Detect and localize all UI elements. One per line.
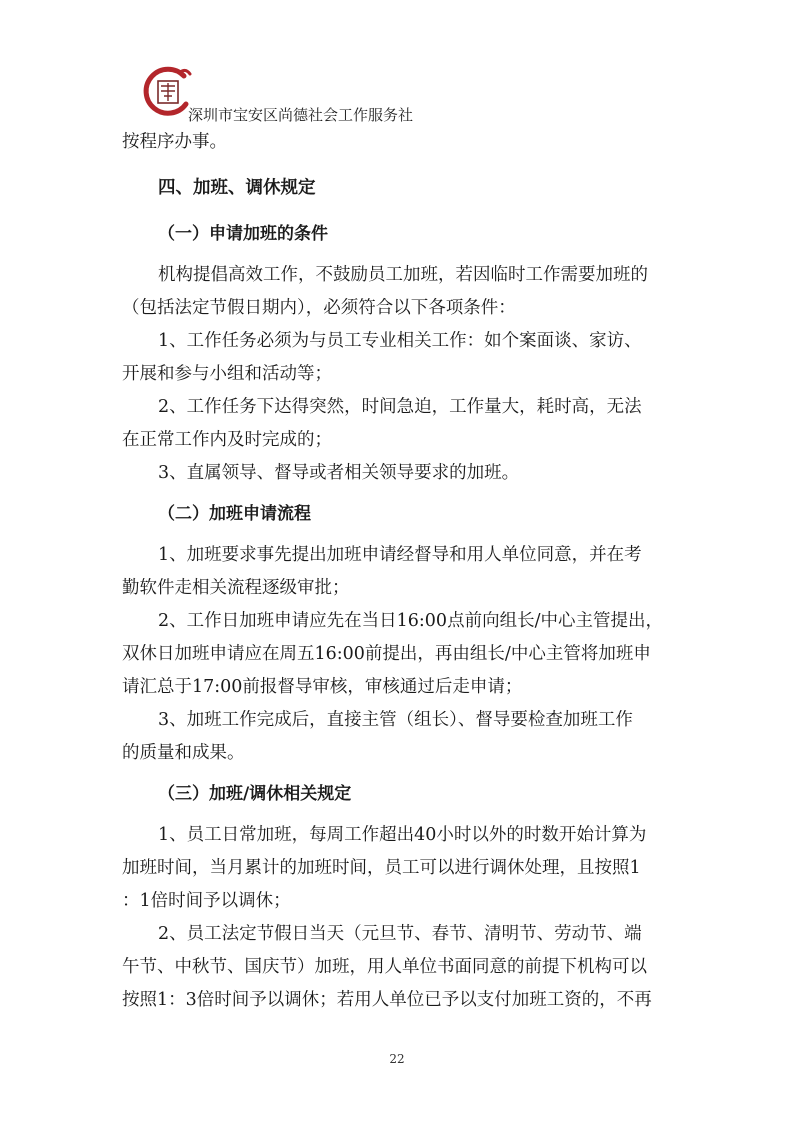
organization-logo	[140, 64, 194, 118]
document-body	[122, 126, 672, 1017]
body-text-line: （包括法定节假日期内），必须符合以下各项条件：	[122, 298, 516, 318]
body-text-line: 1、员工日常加班，每周工作超出40小时以外的时数开始计算为	[158, 825, 647, 845]
body-text-line: 勤软件走相关流程逐级审批；	[122, 578, 350, 598]
page-header	[140, 64, 600, 124]
body-text-line: 机构提倡高效工作，不鼓励员工加班，若因临时工作需要加班的	[158, 265, 648, 285]
page-number: 22	[389, 1052, 405, 1066]
body-text-line: 2、工作日加班申请应先在当日16:00点前向组长/中心主管提出，	[158, 611, 663, 631]
body-text-line: 请汇总于17:00前报督导审核，审核通过后走申请；	[122, 677, 523, 697]
body-text-line: 在正常工作内及时完成的；	[122, 430, 332, 450]
body-text-line: 2、员工法定节假日当天（元旦节、春节、清明节、劳动节、端	[158, 924, 642, 944]
body-text-line: 3、直属领导、督导或者相关领导要求的加班。	[158, 463, 520, 483]
body-text-line: 1、加班要求事先提出加班申请经督导和用人单位同意，并在考	[158, 545, 642, 565]
body-text-line: ：1倍时间予以调休；	[122, 891, 291, 911]
body-text-line: 2、工作任务下达得突然，时间急迫，工作量大，耗时高，无法	[158, 397, 642, 417]
organization-name: 深圳市宝安区尚德社会工作服务社	[188, 106, 414, 124]
body-text-line: 午节、中秋节、国庆节）加班，用人单位书面同意的前提下机构可以	[122, 957, 647, 977]
subsection-heading: （二）加班申请流程	[158, 504, 311, 524]
subsection-heading: （三）加班/调休相关规定	[158, 784, 352, 804]
body-text-line: 加班时间，当月累计的加班时间，员工可以进行调休处理，且按照1	[122, 858, 641, 878]
body-text-line: 双休日加班申请应在周五16:00前提出，再由组长/中心主管将加班申	[122, 644, 651, 664]
subsection-heading: （一）申请加班的条件	[158, 224, 328, 244]
body-text-line: 3、加班工作完成后，直接主管（组长）、督导要检查加班工作	[158, 710, 633, 730]
body-text-line: 按程序办事。	[122, 132, 227, 152]
section-heading: 四、加班、调休规定	[158, 178, 316, 198]
body-text-line: 按照1：3倍时间予以调休；若用人单位已予以支付加班工资的，不再	[122, 990, 652, 1010]
body-text-line: 1、工作任务必须为与员工专业相关工作：如个案面谈、家访、	[158, 331, 642, 351]
seal-logo-icon	[140, 64, 194, 118]
body-text-line: 的质量和成果。	[122, 743, 245, 763]
body-text-line: 开展和参与小组和活动等；	[122, 364, 332, 384]
